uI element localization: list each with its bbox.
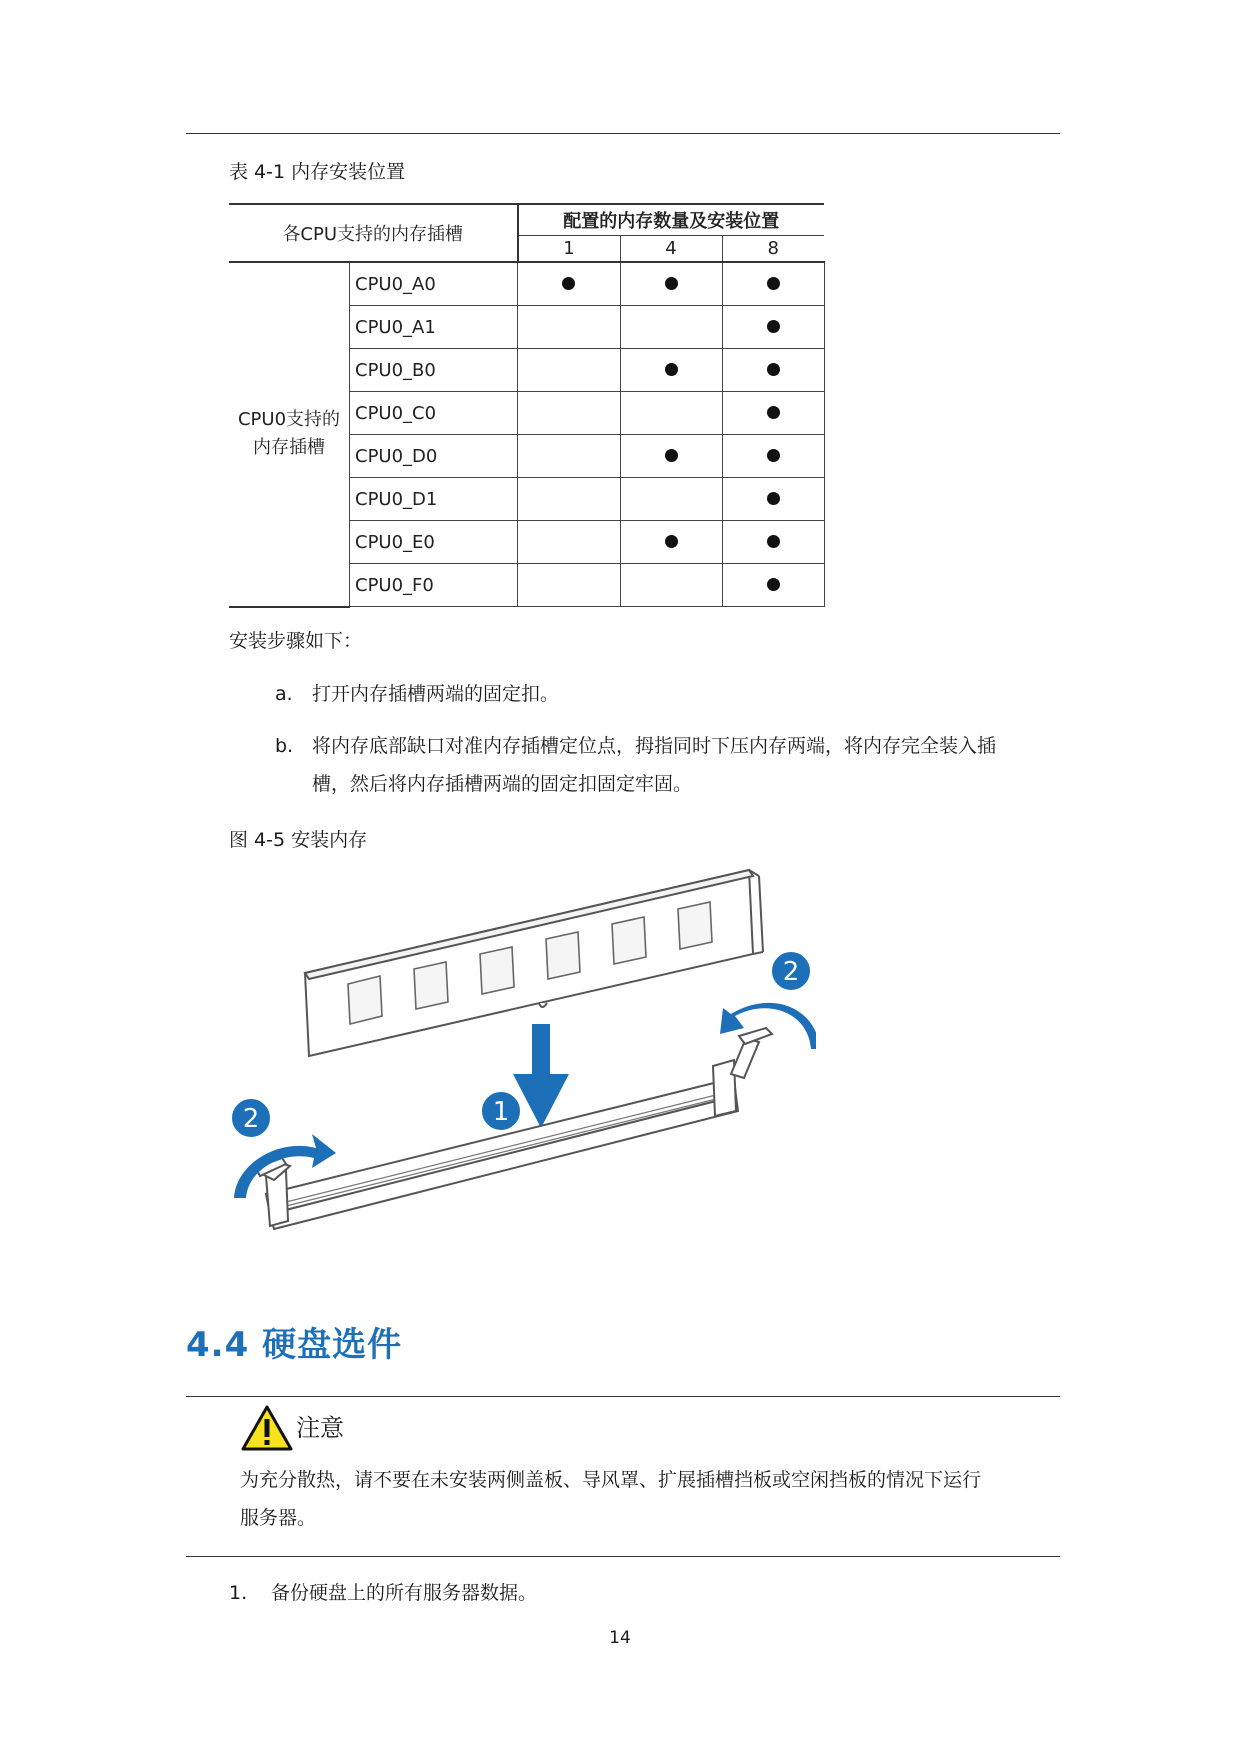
config-cell-1 — [518, 262, 621, 306]
config-cell-4 — [620, 478, 722, 521]
notice-top-rule — [186, 1396, 1060, 1397]
config-cell-8 — [722, 564, 824, 607]
slot-name: CPU0_B0 — [350, 349, 518, 392]
slot-name: CPU0_A1 — [350, 306, 518, 349]
config-cell-4 — [620, 306, 722, 349]
installed-dot-icon — [767, 406, 780, 419]
installed-dot-icon — [562, 277, 575, 290]
step-b-marker: b. — [275, 735, 294, 757]
slot-name: CPU0_F0 — [350, 564, 518, 607]
config-cell-8 — [722, 478, 824, 521]
installed-dot-icon — [665, 363, 678, 376]
notice-text-line2: 服务器。 — [240, 1507, 317, 1529]
notice-text — [240, 1461, 1055, 1537]
figure-caption: 图 4-5 安装内存 — [229, 829, 368, 851]
step-a-text: 打开内存插槽两端的固定扣。 — [312, 683, 560, 705]
config-cell-4 — [620, 435, 722, 478]
config-cell-1 — [518, 521, 621, 564]
slot-name: CPU0_A0 — [350, 262, 518, 306]
section-heading: 4.4 硬盘选件 — [186, 1325, 403, 1365]
steps-intro: 安装步骤如下： — [229, 630, 363, 652]
installed-dot-icon — [767, 363, 780, 376]
right-rotate-arrow-icon — [720, 1003, 816, 1049]
step-a-marker: a. — [275, 683, 293, 705]
cpu0-group-label — [229, 262, 350, 607]
slot-name: CPU0_E0 — [350, 521, 518, 564]
page-number: 14 — [609, 1628, 631, 1648]
table-caption: 表 4-1 内存安装位置 — [229, 161, 406, 183]
table-row — [229, 262, 824, 306]
config-cell-1 — [518, 478, 621, 521]
memory-slot-illustration — [266, 1060, 738, 1229]
notice-bottom-rule — [186, 1556, 1060, 1557]
config-column-4: 4 — [620, 236, 722, 263]
slot-header: 各CPU支持的内存插槽 — [229, 204, 518, 262]
config-cell-4 — [620, 392, 722, 435]
config-column-8: 8 — [722, 236, 824, 263]
config-cell-4 — [620, 349, 722, 392]
cpu0-group-label-line2: 内存插槽 — [253, 437, 325, 459]
config-cell-8 — [722, 349, 824, 392]
installed-dot-icon — [665, 277, 678, 290]
step-b-text-line2: 槽，然后将内存插槽两端的固定扣固定牢固。 — [312, 773, 693, 795]
notice-text-line1: 为充分散热，请不要在未安装两侧盖板、导风罩、扩展插槽挡板或空闲挡板的情况下运行 — [240, 1469, 982, 1491]
right-latch-icon — [731, 1028, 772, 1078]
config-cell-8 — [722, 521, 824, 564]
slot-name: CPU0_C0 — [350, 392, 518, 435]
cpu0-group-label-line1: CPU0支持的 — [237, 409, 341, 431]
config-cell-1 — [518, 349, 621, 392]
installed-dot-icon — [767, 535, 780, 548]
step-1-label: 1 — [492, 1097, 510, 1127]
installed-dot-icon — [767, 578, 780, 591]
list-item-1-marker: 1. — [229, 1582, 248, 1604]
config-cell-1 — [518, 306, 621, 349]
step-2-badge-left — [231, 1098, 271, 1138]
table-body — [229, 262, 824, 607]
step-2-badge-right — [771, 951, 811, 991]
installed-dot-icon — [767, 320, 780, 333]
config-cell-1 — [518, 564, 621, 607]
installed-dot-icon — [767, 492, 780, 505]
config-cell-4 — [620, 262, 722, 306]
warning-triangle-icon — [240, 1404, 294, 1452]
config-cell-1 — [518, 392, 621, 435]
header-rule — [186, 133, 1060, 134]
config-cell-4 — [620, 521, 722, 564]
install-memory-figure — [226, 866, 816, 1231]
step-2-label-left: 2 — [242, 1104, 260, 1134]
config-cell-4 — [620, 564, 722, 607]
slot-name: CPU0_D0 — [350, 435, 518, 478]
list-item-1-text: 备份硬盘上的所有服务器数据。 — [271, 1582, 538, 1604]
installed-dot-icon — [767, 277, 780, 290]
notice-title: 注意 — [296, 1414, 344, 1442]
config-cell-8 — [722, 306, 824, 349]
config-column-1: 1 — [518, 236, 621, 263]
config-cell-8 — [722, 435, 824, 478]
memory-slot-table — [229, 203, 825, 608]
installed-dot-icon — [665, 535, 678, 548]
step-2-label-right: 2 — [782, 957, 800, 987]
installed-dot-icon — [665, 449, 678, 462]
step-b-text-line1: 将内存底部缺口对准内存插槽定位点，拇指同时下压内存两端，将内存完全装入插 — [312, 735, 997, 757]
config-cell-1 — [518, 435, 621, 478]
config-cell-8 — [722, 392, 824, 435]
config-header: 配置的内存数量及安装位置 — [518, 204, 825, 236]
slot-name: CPU0_D1 — [350, 478, 518, 521]
installed-dot-icon — [767, 449, 780, 462]
step-1-badge — [481, 1091, 521, 1131]
config-cell-8 — [722, 262, 824, 306]
